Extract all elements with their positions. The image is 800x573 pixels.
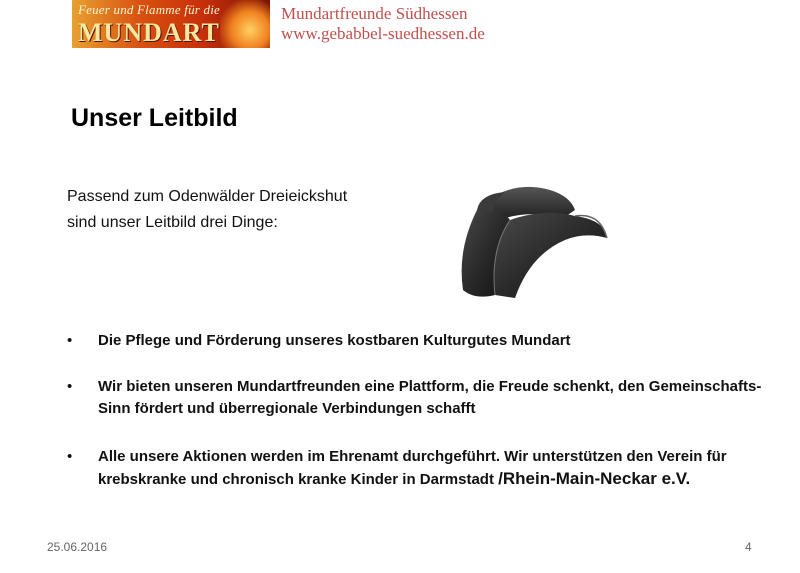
bullet-item <box>67 330 787 352</box>
mundart-logo <box>72 0 270 48</box>
tricorn-hat-image <box>455 180 610 305</box>
intro-text <box>67 184 347 236</box>
bullet-item <box>67 446 787 491</box>
header-text <box>281 4 485 44</box>
logo-wordmark: MUNDART <box>78 18 220 47</box>
bullet-symbol: • <box>67 378 73 395</box>
flame-graphic <box>220 0 270 48</box>
website-url: www.gebabbel-suedhessen.de <box>281 24 485 43</box>
intro-line-2: sind unser Leitbild drei Dinge: <box>67 214 278 231</box>
bullet-item <box>67 376 787 420</box>
bullet-symbol: • <box>67 448 73 465</box>
bullet-text: Die Pflege und Förderung unseres kostbaren Kulturgutes Mundart <box>98 332 571 349</box>
bullet-text: Wir bieten unseren Mundartfreunden eine Plattform, die Freude schenkt, den Gemeinschafts-Sinn fördert und überregionale Verbindungen schafft <box>98 378 762 417</box>
bullet-text: Alle unsere Aktionen werden im Ehrenamt durchgeführt. Wir unterstützen den Verein für krebskranke und chronisch kranke Kinder in Darmstadt <box>98 448 727 488</box>
bullet-text-large: /Rhein-Main-Neckar e.V. <box>498 469 691 488</box>
logo-tagline: Feuer und Flamme für die <box>78 2 220 17</box>
org-name: Mundartfreunde Südhessen <box>281 4 468 23</box>
page-number: 4 <box>745 540 752 554</box>
intro-line-1: Passend zum Odenwälder Dreieickshut <box>67 188 348 205</box>
bullet-symbol: • <box>67 332 73 349</box>
slide-title: Unser Leitbild <box>71 104 238 132</box>
footer-date: 25.06.2016 <box>47 540 108 554</box>
leitbild-bullet-list <box>67 330 787 491</box>
